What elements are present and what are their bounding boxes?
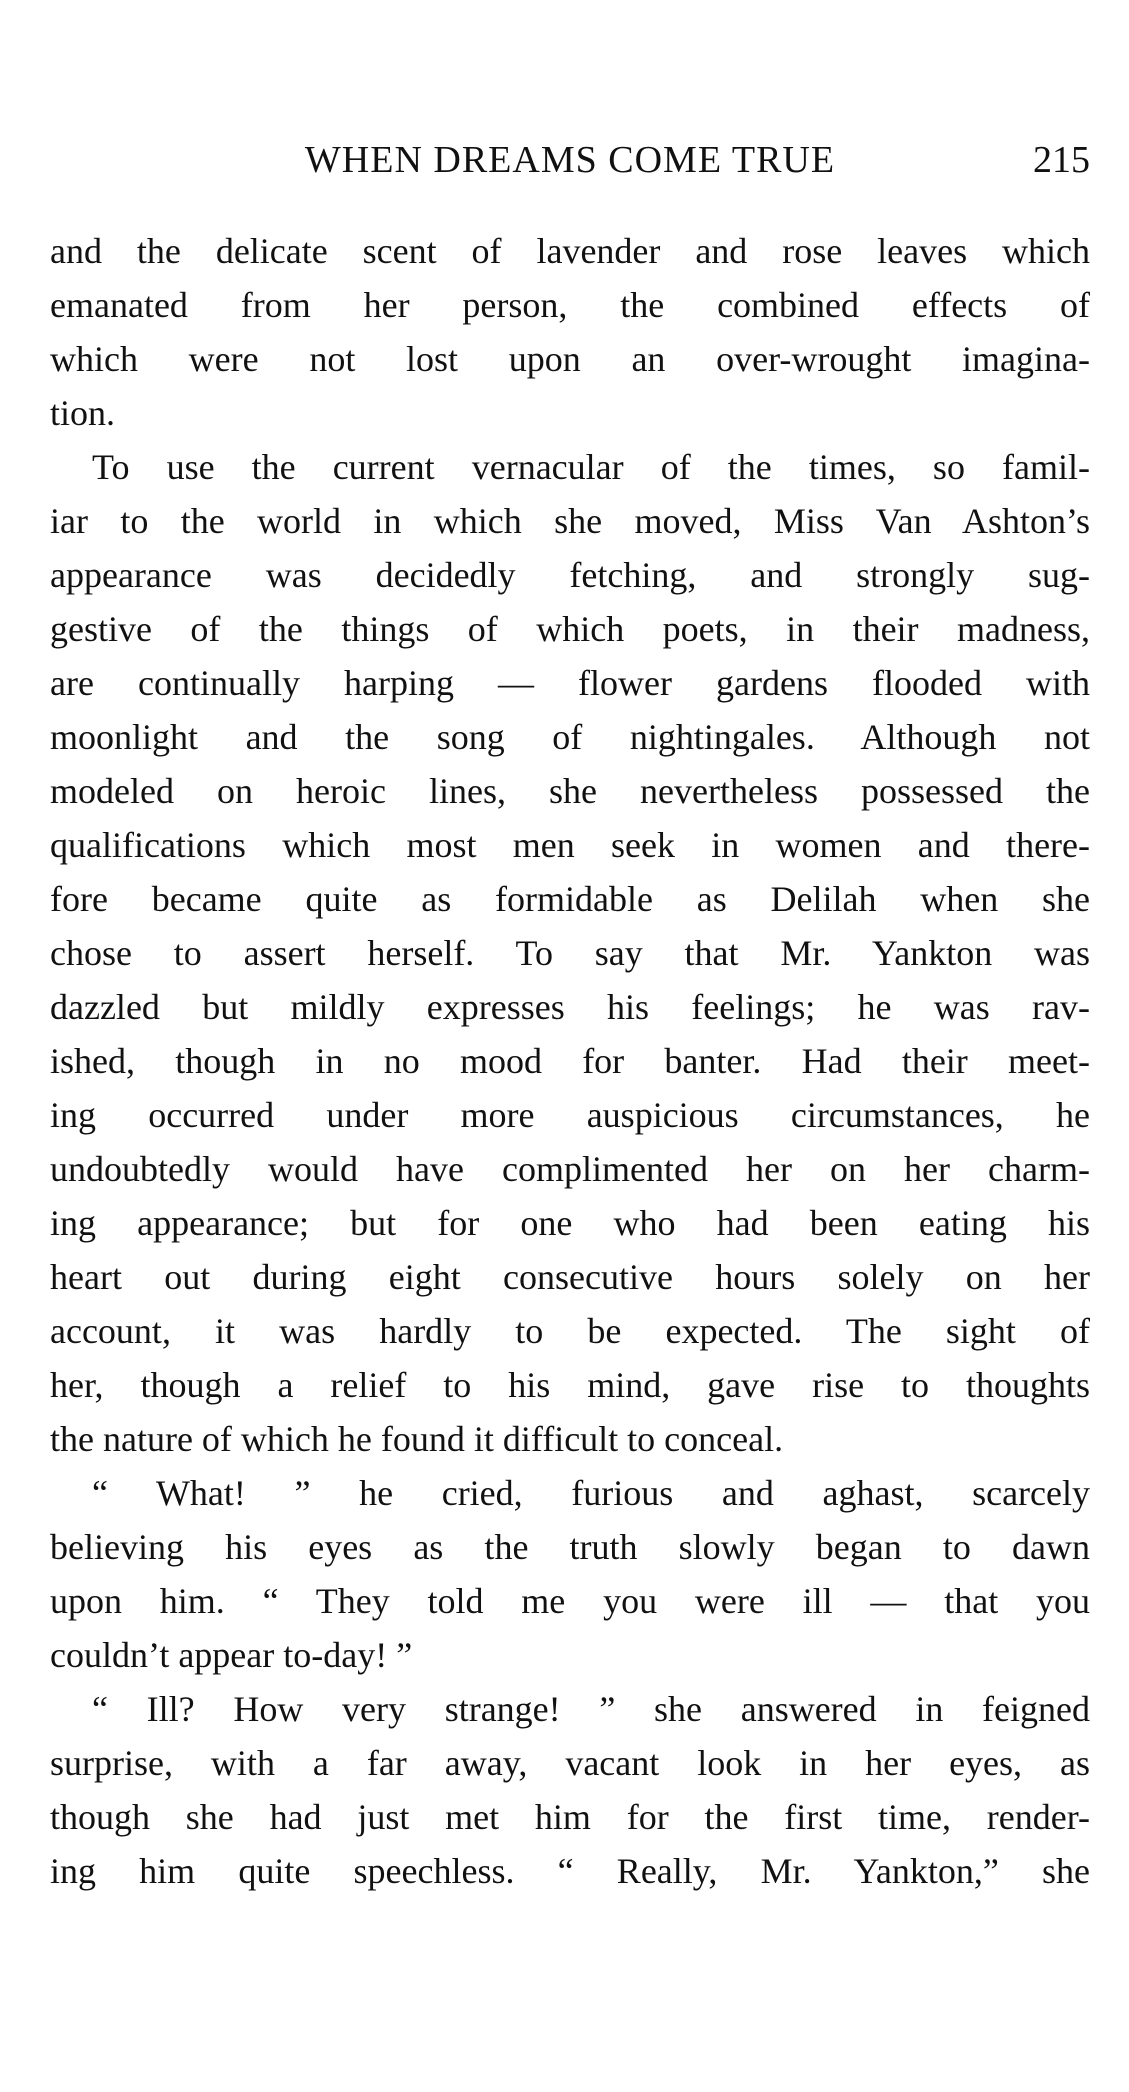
text-line: dazzled but mildly expresses his feelings; he was rav- — [50, 987, 1090, 1027]
text-line: and the delicate scent of lavender and rose leaves which — [50, 231, 1090, 271]
text-line: couldn’t appear to-day! ” — [50, 1635, 413, 1675]
text-line: “ What! ” he cried, furious and aghast, scarcely — [92, 1473, 1090, 1513]
text-line: chose to assert herself. To say that Mr. Yankton was — [50, 933, 1090, 973]
text-line: believing his eyes as the truth slowly began to dawn — [50, 1527, 1090, 1567]
text-line: gestive of the things of which poets, in their madness, — [50, 609, 1090, 649]
text-line: upon him. “ They told me you were ill — that you — [50, 1581, 1090, 1621]
page-number: 215 — [1033, 139, 1090, 181]
text-line: ing appearance; but for one who had been eating his — [50, 1203, 1090, 1243]
text-line: qualifications which most men seek in women and there- — [50, 825, 1090, 865]
text-line: moonlight and the song of nightingales. Although not — [50, 717, 1090, 757]
text-line: fore became quite as formidable as Delilah when she — [50, 879, 1090, 919]
text-line: are continually harping — flower gardens flooded with — [50, 663, 1090, 703]
text-line: heart out during eight consecutive hours solely on her — [50, 1257, 1090, 1297]
text-line: appearance was decidedly fetching, and strongly sug- — [50, 555, 1090, 595]
body-text — [50, 224, 1090, 1898]
text-line: iar to the world in which she moved, Miss Van Ashton’s — [50, 501, 1090, 541]
running-header — [50, 130, 1090, 190]
text-line: modeled on heroic lines, she nevertheless possessed the — [50, 771, 1090, 811]
text-line: the nature of which he found it difficult to conceal. — [50, 1419, 784, 1459]
text-line: which were not lost upon an over-wrought imagina- — [50, 339, 1090, 379]
text-line: account, it was hardly to be expected. The sight of — [50, 1311, 1090, 1351]
text-line: ished, though in no mood for banter. Had their meet- — [50, 1041, 1090, 1081]
text-line: undoubtedly would have complimented her on her charm- — [50, 1149, 1090, 1189]
text-line: “ Ill? How very strange! ” she answered in feigned — [92, 1689, 1090, 1729]
text-line: ing him quite speechless. “ Really, Mr. Yankton,” she — [50, 1851, 1090, 1891]
text-line: surprise, with a far away, vacant look in her eyes, as — [50, 1743, 1090, 1783]
running-title: WHEN DREAMS COME TRUE — [304, 139, 836, 181]
text-line: her, though a relief to his mind, gave rise to thoughts — [50, 1365, 1090, 1405]
text-line: ing occurred under more auspicious circumstances, he — [50, 1095, 1090, 1135]
text-line: To use the current vernacular of the times, so famil- — [92, 447, 1090, 487]
text-line: though she had just met him for the first time, render- — [50, 1797, 1090, 1837]
text-line: tion. — [50, 393, 116, 433]
text-line: emanated from her person, the combined effects of — [50, 285, 1090, 325]
